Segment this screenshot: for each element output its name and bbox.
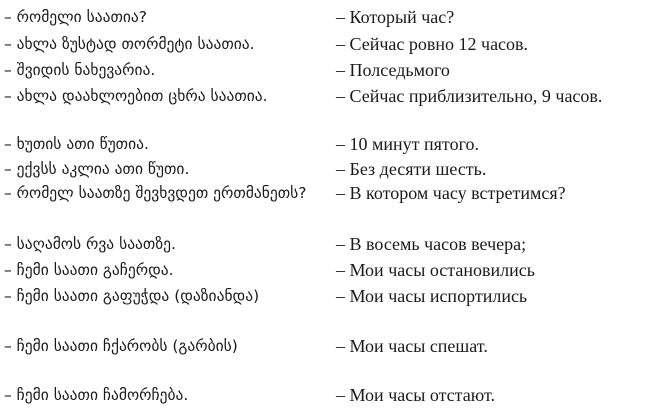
russian-translation: – Сейчас приблизительно, 9 часов. bbox=[336, 86, 603, 106]
russian-translation: – Мои часы отстают. bbox=[336, 385, 495, 405]
russian-translation: – Мои часы испортились bbox=[336, 286, 528, 306]
russian-translation: – Без десяти шесть. bbox=[336, 159, 487, 179]
russian-translation: – 10 минут пятого. bbox=[336, 134, 479, 154]
georgian-phrase: – ჩემი საათი გაჩერდა. bbox=[4, 261, 174, 279]
russian-translation: – Мои часы остановились bbox=[336, 260, 535, 280]
georgian-phrase: – ახლა ზუსტად თორმეტი საათია. bbox=[4, 35, 255, 53]
russian-translation: – Полседьмого bbox=[336, 60, 450, 80]
georgian-phrase: – ჩემი საათი გაფუჭდა (დაზიანდა) bbox=[4, 287, 260, 305]
georgian-phrase: – შვიდის ნახევარია. bbox=[4, 61, 156, 79]
russian-translation: – Который час? bbox=[336, 7, 455, 27]
georgian-phrase: – საღამოს რვა საათზე. bbox=[4, 235, 176, 253]
georgian-phrase: – რომელი საათია? bbox=[4, 8, 147, 26]
georgian-phrase: – რომელ საათზე შევხვდეთ ერთმანეთს? bbox=[4, 184, 307, 202]
georgian-phrase: – ჩემი საათი ჩამორჩება. bbox=[4, 386, 189, 404]
georgian-phrase: – ჩემი საათი ჩქარობს (გარბის) bbox=[4, 337, 238, 355]
russian-translation: – Сейчас ровно 12 часов. bbox=[336, 34, 529, 54]
georgian-phrase: – ექვსს აკლია ათი წუთი. bbox=[4, 160, 190, 178]
georgian-phrase: – ახლა დაახლოებით ცხრა საათია. bbox=[4, 87, 268, 105]
georgian-phrase: – ხუთის ათი წუთია. bbox=[4, 135, 149, 153]
russian-translation: – В восемь часов вечера; bbox=[336, 234, 527, 254]
russian-translation: – Мои часы спешат. bbox=[336, 336, 488, 356]
russian-translation: – В котором часу встретимся? bbox=[336, 183, 566, 203]
